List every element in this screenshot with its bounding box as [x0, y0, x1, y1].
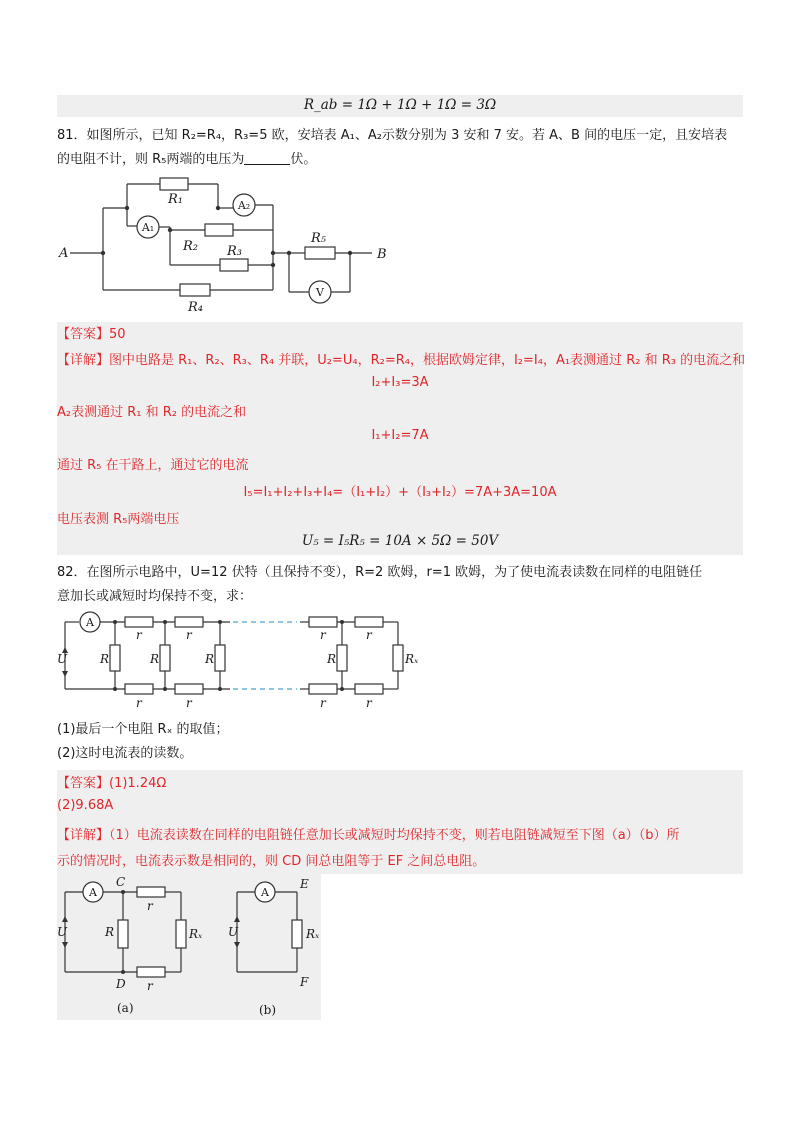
q82-r-top-3: r: [320, 628, 326, 642]
fig-a-r-bot: r: [147, 979, 153, 993]
q82-u-label: U: [57, 652, 68, 666]
fig-a-caption: (a): [117, 1001, 134, 1015]
q81-node-b-label: B: [377, 247, 387, 262]
answer-blank: [244, 150, 290, 165]
fig-b-ammeter: A: [261, 886, 269, 899]
q82-sub1: (1)最后一个电阻 Rₓ 的取值；: [57, 722, 229, 737]
fig-b-e-label: E: [300, 877, 309, 891]
fig-b-u-label: U: [228, 925, 239, 939]
q81-line2: [57, 148, 316, 172]
q82-r-top-4: r: [366, 628, 372, 642]
q81-answer: 【答案】50: [57, 327, 126, 342]
q81-ammeter-a1: A₁: [141, 221, 155, 234]
q82-r-label-4: R: [327, 652, 337, 666]
q81-eq1: I₂+I₃=3A: [371, 375, 429, 390]
fig-a-c-label: C: [116, 875, 126, 889]
fig-a-d-label: D: [116, 977, 126, 991]
q82-r-label-1: R: [100, 652, 110, 666]
q81-line1: 81．如图所示，已知 R₂=R₄，R₃=5 欧，安培表 A₁、A₂示数分别为 3 安和 7 安。若 A、B 间的电压一定，且安培表: [57, 128, 728, 143]
q81-r3-label: R₃: [227, 244, 242, 259]
q81-line2a: 的电阻不计，则 R₅两端的电压为: [57, 152, 245, 167]
q81-ammeter-a2: A₂: [237, 199, 251, 212]
q82-answer2: (2)9.68A: [57, 798, 114, 813]
q82-line2: 意加长或减短时均保持不变，求：: [57, 589, 253, 604]
q82-ladder-circuit: [55, 607, 425, 712]
q81-r2-label: R₂: [183, 239, 198, 254]
q81-node-a-label: A: [59, 246, 69, 261]
q81-circuit-diagram: [55, 170, 415, 320]
q82-rx-label: Rₓ: [405, 652, 419, 666]
q81-voltmeter: V: [316, 286, 324, 299]
q81-eq2: I₁+I₂=7A: [371, 428, 429, 443]
q82-detail1: 【详解】（1）电流表读数在同样的电阻链任意加长或减短时均保持不变，则若电阻链减短至下图（a）（b）所: [57, 828, 680, 843]
q82-sub2: (2)这时电流表的读数。: [57, 746, 193, 761]
q82-r-bot-2: r: [186, 696, 192, 710]
q82-detail2: 示的情况时，电流表示数是相同的，则 CD 间总电阻等于 EF 之间总电阻。: [57, 854, 486, 869]
fig-a-r-label: R: [105, 925, 115, 939]
q82-r-top-1: r: [136, 628, 142, 642]
q81-detail4: 电压表测 R₅两端电压: [57, 512, 180, 527]
q82-r-bot-3: r: [320, 696, 326, 710]
q82-r-label-3: R: [205, 652, 215, 666]
q82-ammeter: A: [86, 616, 94, 629]
fig-a-ammeter: A: [89, 886, 97, 899]
q81-r4-label: R₄: [188, 300, 203, 315]
fig-b-f-label: F: [300, 975, 309, 989]
q82-r-bot-4: r: [366, 696, 372, 710]
top-formula: R_ab = 1Ω + 1Ω + 1Ω = 3Ω: [303, 97, 497, 113]
q82-r-top-2: r: [186, 628, 192, 642]
q82-line1: 82．在图所示电路中，U=12 伏特（且保持不变），R=2 欧姆，r=1 欧姆，为了使电流表读数在同样的电阻链任: [57, 565, 703, 580]
fig-a-rx-label: Rₓ: [189, 927, 203, 941]
q81-line2b: 伏。: [290, 152, 317, 167]
q82-r-label-2: R: [150, 652, 160, 666]
q81-r5-label: R₅: [311, 231, 326, 246]
q81-detail1: 【详解】图中电路是 R₁、R₂、R₃、R₄ 并联，U₂=U₄，R₂=R₄，根据欧姆定律，I₂=I₄，A₁表测通过 R₂ 和 R₃ 的电流之和: [57, 353, 746, 368]
fig-b-rx-label: Rₓ: [306, 927, 320, 941]
q82-r-bot-1: r: [136, 696, 142, 710]
q82-answer1: 【答案】(1)1.24Ω: [57, 776, 167, 791]
q81-r1-label: R₁: [168, 192, 183, 207]
q81-detail2: A₂表测通过 R₁ 和 R₂ 的电流之和: [57, 405, 247, 420]
fig-a-r-top: r: [147, 899, 153, 913]
q82-figures-ab: [57, 874, 321, 1020]
q81-eq3: I₅=I₁+I₂+I₃+I₄=（I₁+I₂）+（I₃+I₂）=7A+3A=10A: [243, 485, 557, 500]
q81-detail3: 通过 R₅ 在干路上，通过它的电流: [57, 458, 249, 473]
fig-b-caption: (b): [259, 1003, 277, 1017]
q81-eq4: U₅ = I₅R₅ = 10A × 5Ω = 50V: [301, 533, 499, 549]
fig-a-u-label: U: [57, 925, 68, 939]
